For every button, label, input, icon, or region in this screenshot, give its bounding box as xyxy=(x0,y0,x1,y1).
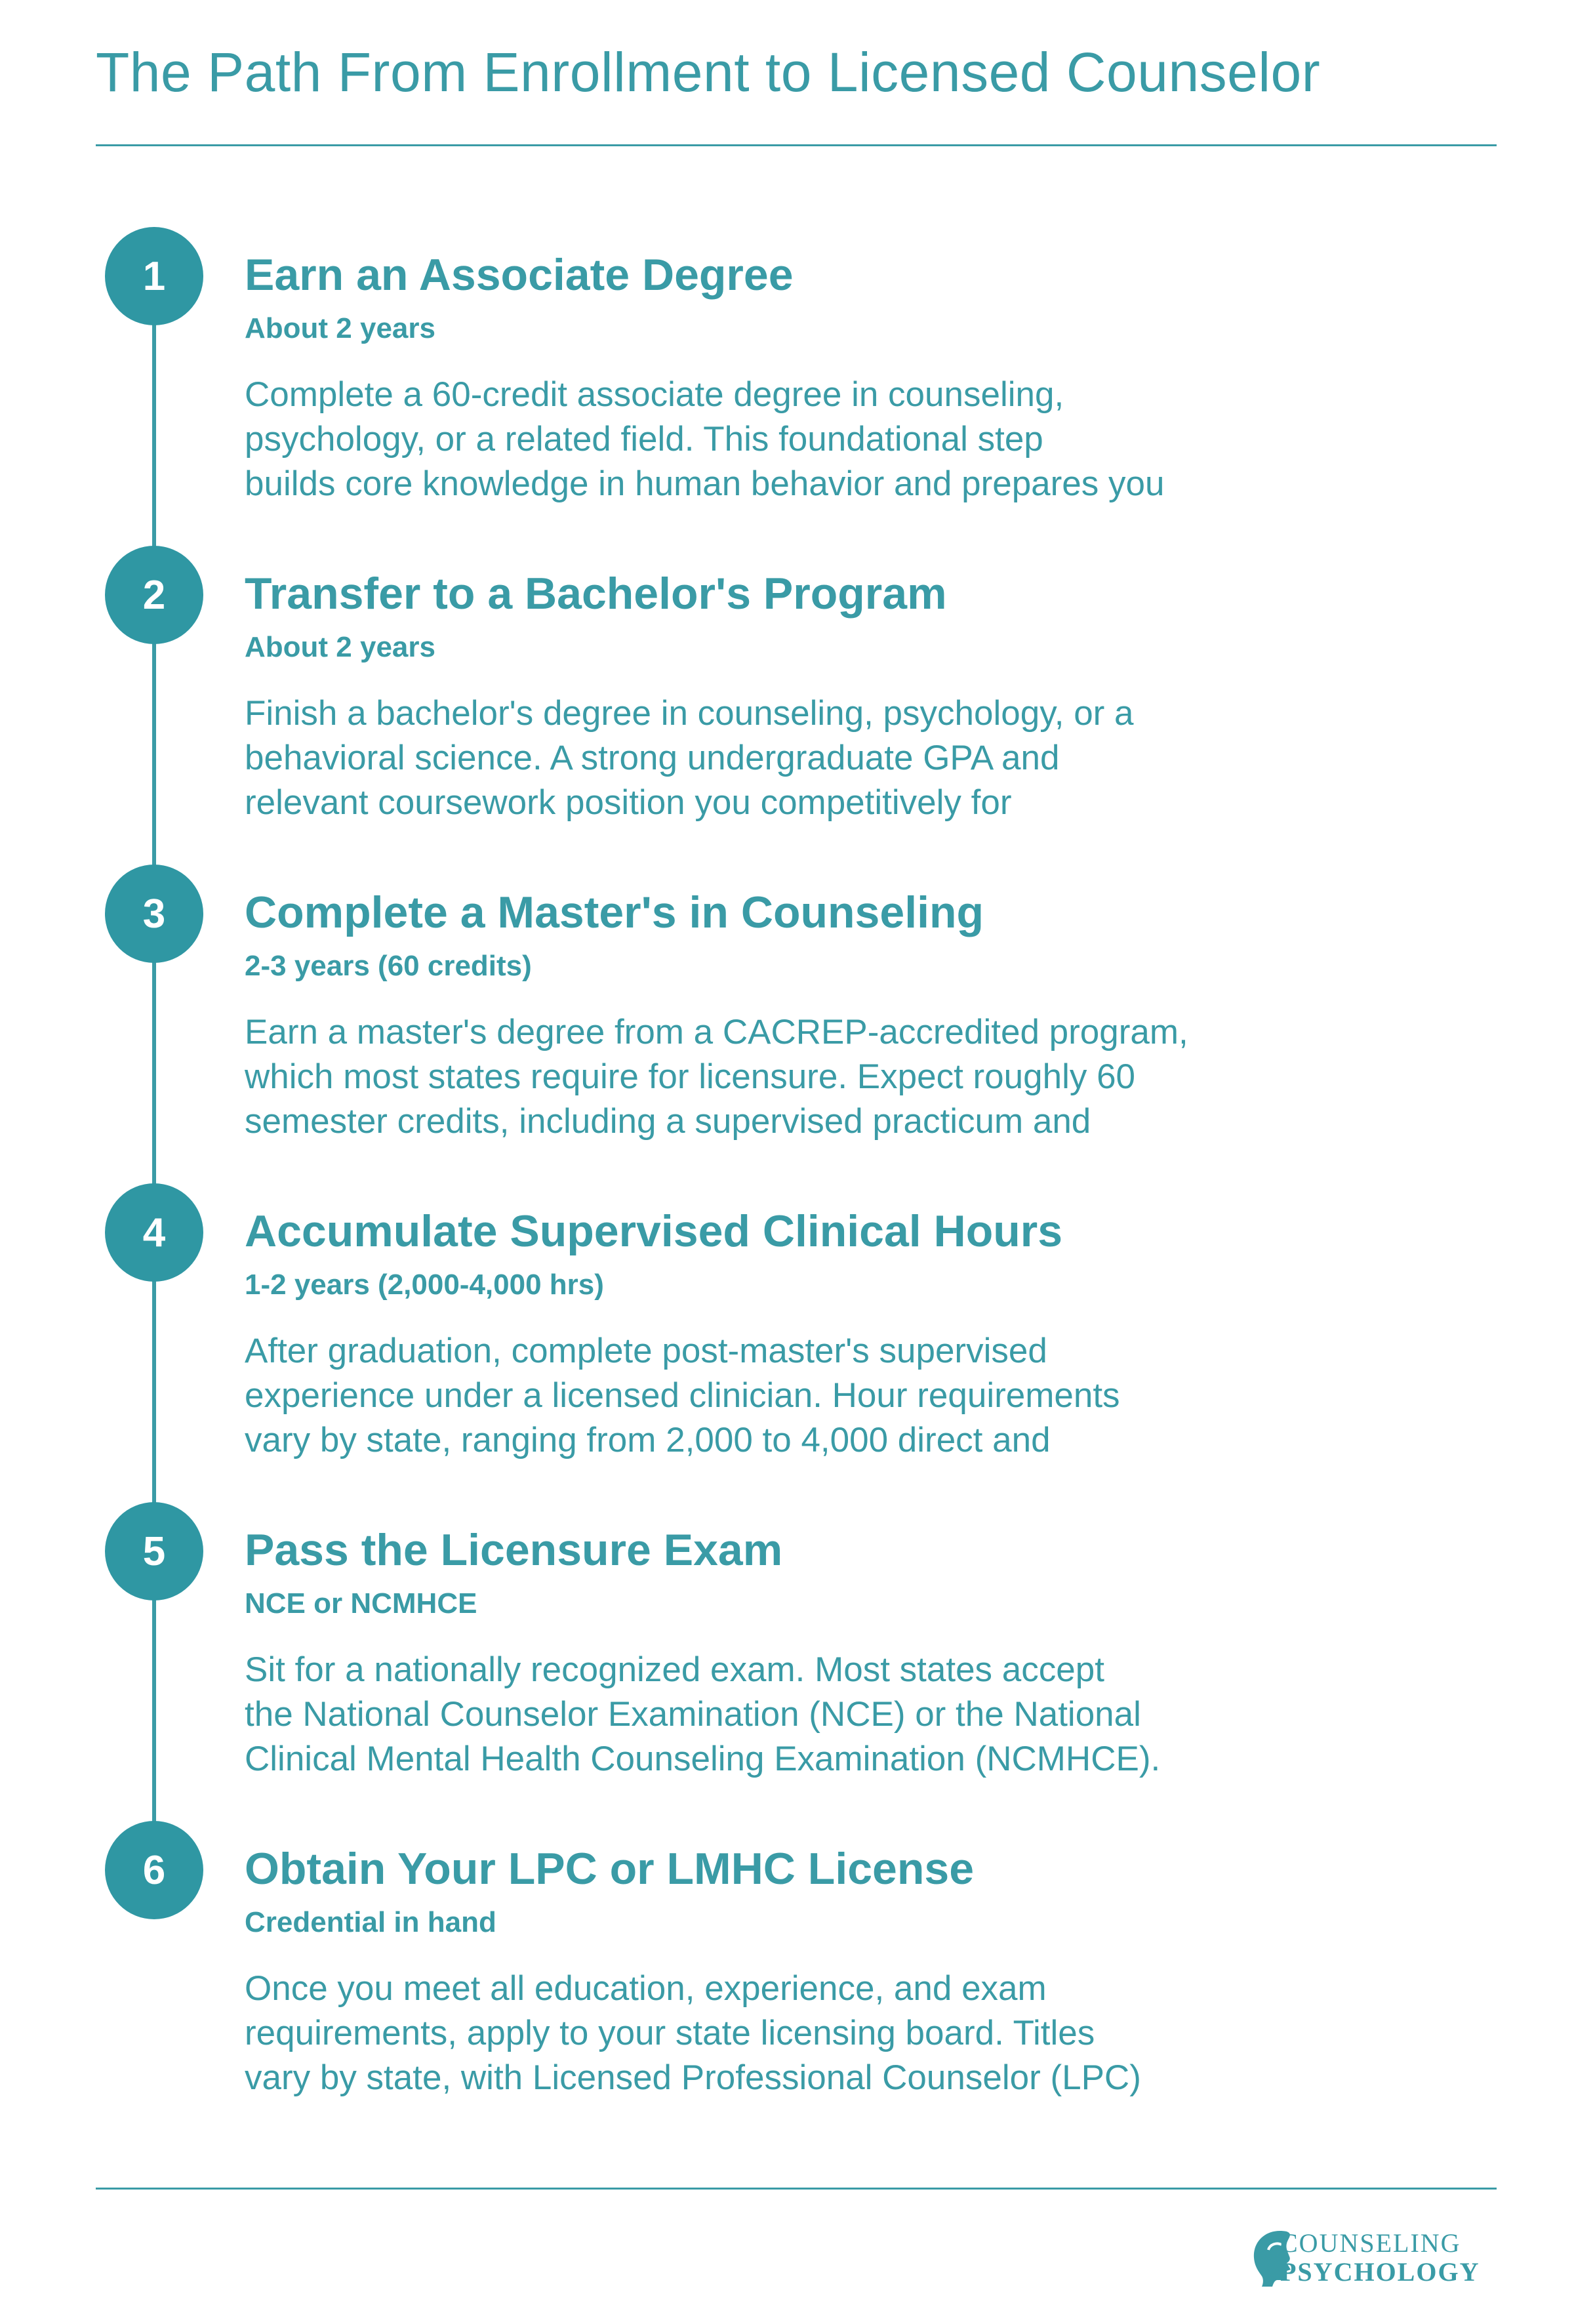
step-description xyxy=(245,691,1360,825)
step-number-badge: 1 xyxy=(105,227,203,325)
timeline-step xyxy=(0,1502,1574,1778)
step-title: Pass the Licensure Exam xyxy=(245,1525,783,1575)
header-divider xyxy=(96,144,1497,146)
step-title: Transfer to a Bachelor's Program xyxy=(245,569,947,619)
step-description xyxy=(245,1329,1360,1463)
step-number-badge: 4 xyxy=(105,1183,203,1282)
step-description-line: builds core knowledge in human behavior and prepares you xyxy=(245,464,1165,503)
step-description-line: Sit for a nationally recognized exam. Most states accept xyxy=(245,1650,1104,1689)
timeline-step xyxy=(0,1821,1574,2097)
step-duration: NCE or NCMHCE xyxy=(245,1587,477,1620)
step-description xyxy=(245,1010,1360,1144)
step-title: Complete a Master's in Counseling xyxy=(245,887,984,937)
step-number-badge: 6 xyxy=(105,1821,203,1919)
step-description-line: semester credits, including a supervised practicum and xyxy=(245,1102,1091,1141)
step-description-line: Finish a bachelor's degree in counseling, psychology, or a xyxy=(245,694,1134,733)
step-duration: 2-3 years (60 credits) xyxy=(245,950,532,982)
step-description xyxy=(245,373,1360,506)
step-description-line: relevant coursework position you competitively for xyxy=(245,783,1012,822)
step-description-line: Earn a master's degree from a CACREP-accredited program, xyxy=(245,1013,1188,1051)
step-description-line: Complete a 60-credit associate degree in counseling, xyxy=(245,375,1064,414)
timeline-step xyxy=(0,227,1574,503)
counseling-psychology-logo xyxy=(1246,2224,1495,2289)
step-number-badge: 5 xyxy=(105,1502,203,1600)
step-description-line: psychology, or a related field. This foundational step xyxy=(245,420,1043,459)
step-description-line: behavioral science. A strong undergraduate GPA and xyxy=(245,739,1060,777)
step-description-line: requirements, apply to your state licensing board. Titles xyxy=(245,2014,1095,2052)
step-description xyxy=(245,1967,1360,2100)
step-description-line: experience under a licensed clinician. Hour requirements xyxy=(245,1376,1120,1415)
timeline-step xyxy=(0,546,1574,822)
step-title: Obtain Your LPC or LMHC License xyxy=(245,1844,975,1894)
step-number-badge: 3 xyxy=(105,865,203,963)
footer-divider xyxy=(96,2188,1497,2190)
timeline-step xyxy=(0,865,1574,1141)
logo-wordmark-line1: COUNSELING xyxy=(1280,2228,1461,2258)
step-description-line: Once you meet all education, experience, and exam xyxy=(245,1969,1047,2008)
logo-wordmark-line2: PSYCHOLOGY xyxy=(1280,2257,1480,2287)
step-description-line: Clinical Mental Health Counseling Examination (NCMHCE). xyxy=(245,1740,1161,1778)
step-description-line: vary by state, ranging from 2,000 to 4,000 direct and xyxy=(245,1421,1051,1459)
step-number-badge: 2 xyxy=(105,546,203,644)
step-duration: Credential in hand xyxy=(245,1906,496,1938)
step-title: Earn an Associate Degree xyxy=(245,250,794,300)
step-description-line: vary by state, with Licensed Professional Counselor (LPC) xyxy=(245,2058,1141,2097)
step-description-line: the National Counselor Examination (NCE) or the National xyxy=(245,1695,1141,1734)
page-title: The Path From Enrollment to Licensed Counselor xyxy=(96,41,1321,103)
step-description xyxy=(245,1648,1360,1782)
timeline-step xyxy=(0,1183,1574,1459)
step-description-line: which most states require for licensure. Expect roughly 60 xyxy=(245,1057,1136,1096)
step-duration: About 2 years xyxy=(245,312,435,344)
step-description-line: After graduation, complete post-master's supervised xyxy=(245,1332,1047,1370)
step-duration: 1-2 years (2,000-4,000 hrs) xyxy=(245,1269,604,1301)
step-title: Accumulate Supervised Clinical Hours xyxy=(245,1206,1063,1256)
step-duration: About 2 years xyxy=(245,631,435,663)
